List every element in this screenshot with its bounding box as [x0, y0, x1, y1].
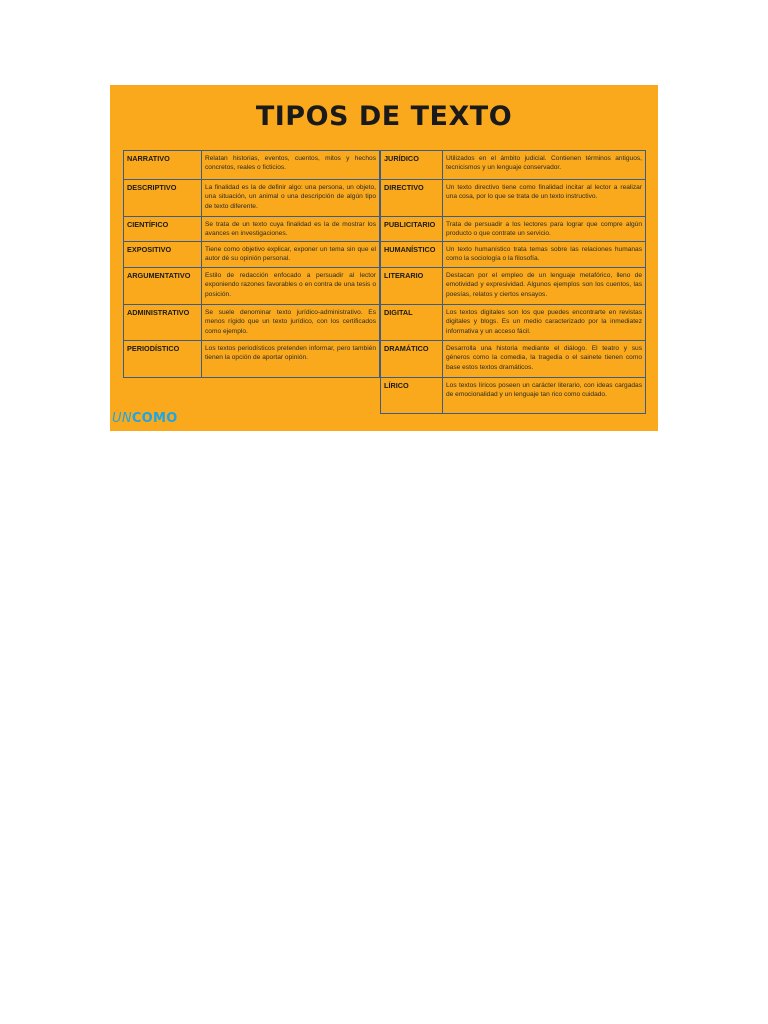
table-row — [124, 242, 380, 268]
logo-suffix: COMO — [131, 411, 178, 426]
table-row — [381, 180, 646, 217]
term-label: DESCRIPTIVO — [124, 180, 202, 217]
term-description: Desarrolla una historia mediante el diálogo. El teatro y sus géneros como la comedia, la tragedia o el sainete tienen como base estos textos dramáticos. — [443, 341, 646, 378]
table-row — [124, 151, 380, 180]
term-label: JURÍDICO — [381, 151, 443, 180]
text-types-table-left — [123, 150, 380, 378]
term-label: ADMINISTRATIVO — [124, 305, 202, 341]
term-description: Se trata de un texto cuya finalidad es la de mostrar los avances en investigaciones. — [202, 217, 380, 242]
logo-prefix: UN — [112, 411, 132, 426]
table-row — [124, 217, 380, 242]
term-label: DIRECTIVO — [381, 180, 443, 217]
table-row — [381, 242, 646, 268]
infographic-poster — [110, 85, 658, 431]
term-description: La finalidad es la de definir algo: una persona, un objeto, una situación, un animal o una descripción de algún tipo de texto diferente. — [202, 180, 380, 217]
uncomo-logo — [112, 412, 178, 425]
table-row — [381, 378, 646, 414]
term-label: DRAMÁTICO — [381, 341, 443, 378]
text-types-table-right — [380, 150, 646, 414]
term-description: Un texto directivo tiene como finalidad incitar al lector a realizar una cosa, por lo que se trata de un texto instructivo. — [443, 180, 646, 217]
term-label: ARGUMENTATIVO — [124, 268, 202, 305]
term-description: Los textos digitales son los que puedes encontrarte en revistas digitales y blogs. Es un medio caracterizado por la inmediatez informativa y un acceso fácil. — [443, 305, 646, 341]
term-label: PERIODÍSTICO — [124, 341, 202, 378]
table-row — [124, 268, 380, 305]
term-label: PUBLICITARIO — [381, 217, 443, 242]
term-label: DIGITAL — [381, 305, 443, 341]
table-row — [381, 268, 646, 305]
term-label: EXPOSITIVO — [124, 242, 202, 268]
poster-title: TIPOS DE TEXTO — [255, 101, 513, 132]
table-row — [381, 341, 646, 378]
term-description: Estilo de redacción enfocado a persuadir al lector exponiendo razones favorables o en contra de una tesis o posición. — [202, 268, 380, 305]
table-row — [381, 151, 646, 180]
table-row — [124, 341, 380, 378]
term-label: CIENTÍFICO — [124, 217, 202, 242]
term-description: Un texto humanístico trata temas sobre las relaciones humanas como la sociología o la filosofía. — [443, 242, 646, 268]
term-description: Tiene como objetivo explicar, exponer un tema sin que el autor dé su opinión personal. — [202, 242, 380, 268]
table-row — [124, 180, 380, 217]
term-label: LÍRICO — [381, 378, 443, 414]
term-description: Los textos periodísticos pretenden informar, pero también tienen la opción de aportar opinión. — [202, 341, 380, 378]
term-description: Se suele denominar texto jurídico-administrativo. Es menos rígido que un texto jurídico, con los certificados como ejemplo. — [202, 305, 380, 341]
term-label: LITERARIO — [381, 268, 443, 305]
term-description: Destacan por el empleo de un lenguaje metafórico, lleno de emotividad y expresividad. Algunos ejemplos son los cuentos, las poesías, relatos y ciertos ensayos. — [443, 268, 646, 305]
table-row — [381, 305, 646, 341]
table-row — [381, 217, 646, 242]
table-row — [124, 305, 380, 341]
term-description: Relatan historias, eventos, cuentos, mitos y hechos concretos, reales o ficticios. — [202, 151, 380, 180]
term-label: NARRATIVO — [124, 151, 202, 180]
term-description: Los textos líricos poseen un carácter literario, con ideas cargadas de emocionalidad y un lenguaje tan rico como cuidado. — [443, 378, 646, 414]
term-description: Trata de persuadir a los lectores para lograr que compre algún producto o que contrate un servicio. — [443, 217, 646, 242]
term-description: Utilizados en el ámbito judicial. Contienen términos antiguos, tecnicismos y un lenguaje conservador. — [443, 151, 646, 180]
term-label: HUMANÍSTICO — [381, 242, 443, 268]
